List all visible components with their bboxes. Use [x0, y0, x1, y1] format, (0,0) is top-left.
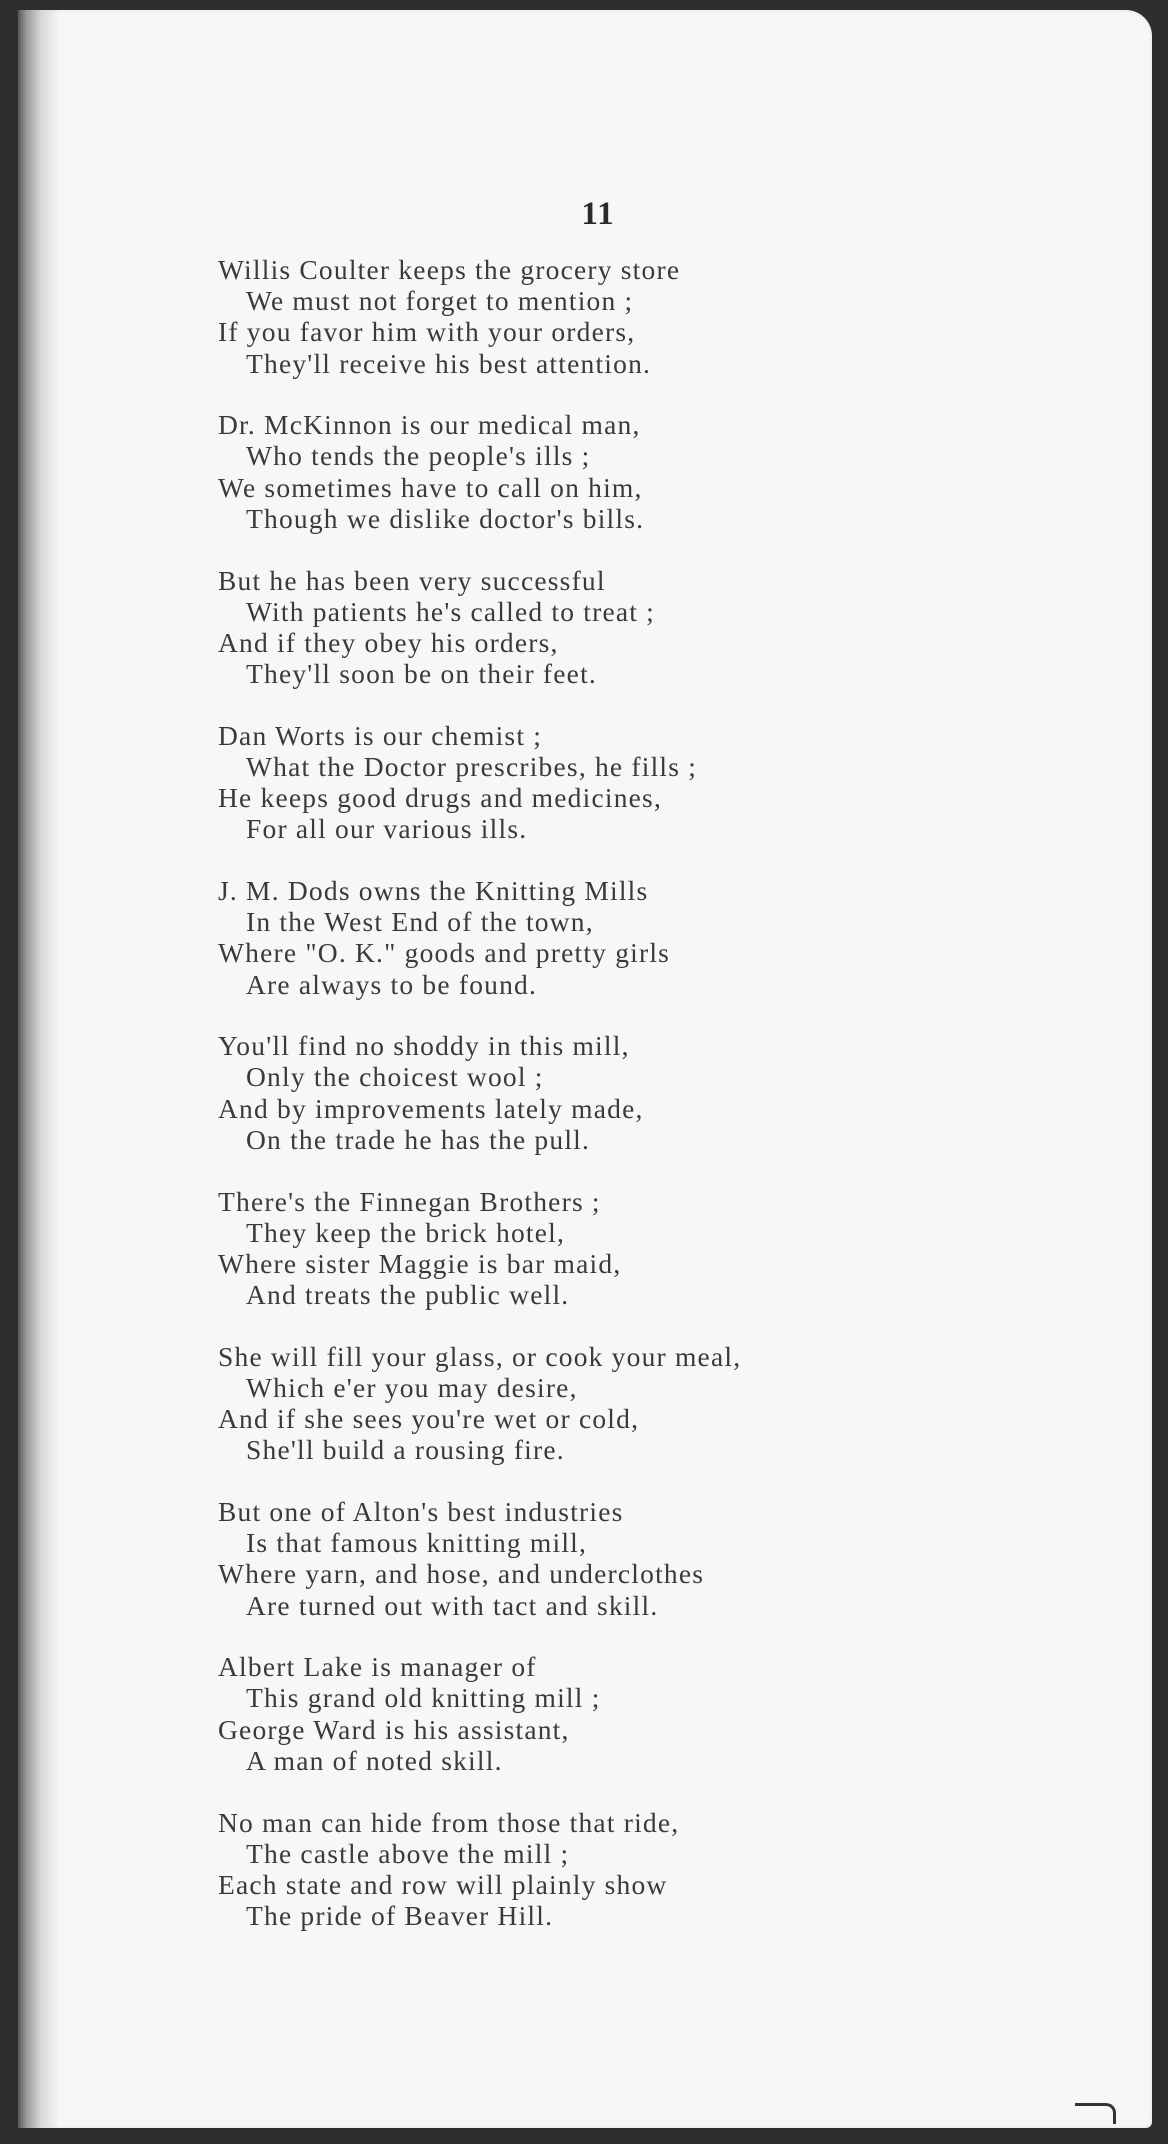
poem-line: Albert Lake is manager of [218, 1651, 537, 1683]
book-page [18, 10, 1152, 2128]
poem-line: Which e'er you may desire, [246, 1371, 578, 1403]
poem-line: The pride of Beaver Hill. [246, 1900, 554, 1932]
poem-line: On the trade he has the pull. [246, 1123, 591, 1155]
poem-line: And if they obey his orders, [218, 626, 559, 658]
stanza [218, 1807, 1138, 1932]
page-number: 11 [581, 196, 615, 232]
stanza [218, 875, 1138, 1000]
poem-line: They keep the brick hotel, [246, 1216, 566, 1248]
poem-line: And treats the public well. [246, 1279, 570, 1311]
poem-line: This grand old knitting mill ; [246, 1682, 601, 1714]
poem-line: She will fill your glass, or cook your meal, [218, 1340, 742, 1372]
poem-line: Where yarn, and hose, and underclothes [218, 1558, 705, 1590]
poem-line: Only the choicest wool ; [246, 1061, 544, 1093]
poem-line: Who tends the people's ills ; [246, 440, 591, 472]
poem-line: Where "O. K." goods and pretty girls [218, 937, 671, 969]
poem-line: Where sister Maggie is bar maid, [218, 1247, 622, 1279]
stanza [218, 1496, 1138, 1621]
poem-line: We sometimes have to call on him, [218, 471, 643, 503]
poem-line: Willis Coulter keeps the grocery store [218, 254, 681, 285]
stanza [218, 1651, 1138, 1776]
stanza [218, 1341, 1138, 1466]
poem-line: George Ward is his assistant, [218, 1713, 570, 1745]
poem-line: Though we dislike doctor's bills. [246, 502, 645, 534]
poem [218, 254, 1138, 1962]
poem-line: And by improvements lately made, [218, 1092, 644, 1124]
poem-line: We must not forget to mention ; [246, 285, 634, 317]
poem-line: He keeps good drugs and medicines, [218, 782, 663, 814]
stanza [218, 1030, 1138, 1155]
poem-line: Are always to be found. [246, 968, 538, 1000]
poem-line: You'll find no shoddy in this mill, [218, 1030, 630, 1062]
poem-line: With patients he's called to treat ; [246, 595, 656, 627]
poem-line: A man of noted skill. [246, 1744, 503, 1776]
poem-line: For all our various ills. [246, 813, 528, 845]
poem-line: And if she sees you're wet or cold, [218, 1403, 640, 1435]
poem-line: They'll soon be on their feet. [246, 658, 598, 690]
poem-line: Is that famous knitting mill, [246, 1527, 588, 1559]
poem-line: The castle above the mill ; [246, 1837, 570, 1869]
poem-line: Dr. McKinnon is our medical man, [218, 409, 641, 441]
poem-line: If you favor him with your orders, [218, 316, 636, 348]
poem-line: She'll build a rousing fire. [246, 1434, 565, 1466]
page-corner-mark [1075, 2103, 1116, 2124]
poem-line: They'll receive his best attention. [246, 347, 652, 379]
stanza [218, 409, 1138, 534]
spine-shadow [18, 10, 60, 2128]
poem-line: J. M. Dods owns the Knitting Mills [218, 875, 649, 906]
poem-line: What the Doctor prescribes, he fills ; [246, 750, 698, 782]
stanza [218, 254, 1138, 379]
poem-line: Are turned out with tact and skill. [246, 1589, 659, 1621]
poem-line: Each state and row will plainly show [218, 1868, 668, 1900]
stanza [218, 565, 1138, 690]
poem-line: There's the Finnegan Brothers ; [218, 1185, 601, 1217]
poem-line: In the West End of the town, [246, 906, 594, 938]
poem-line: But he has been very successful [218, 564, 606, 596]
stanza [218, 720, 1138, 845]
poem-line: Dan Worts is our chemist ; [218, 719, 543, 751]
poem-line: No man can hide from those that ride, [218, 1806, 680, 1838]
stanza [218, 1186, 1138, 1311]
poem-line: But one of Alton's best industries [218, 1496, 624, 1527]
